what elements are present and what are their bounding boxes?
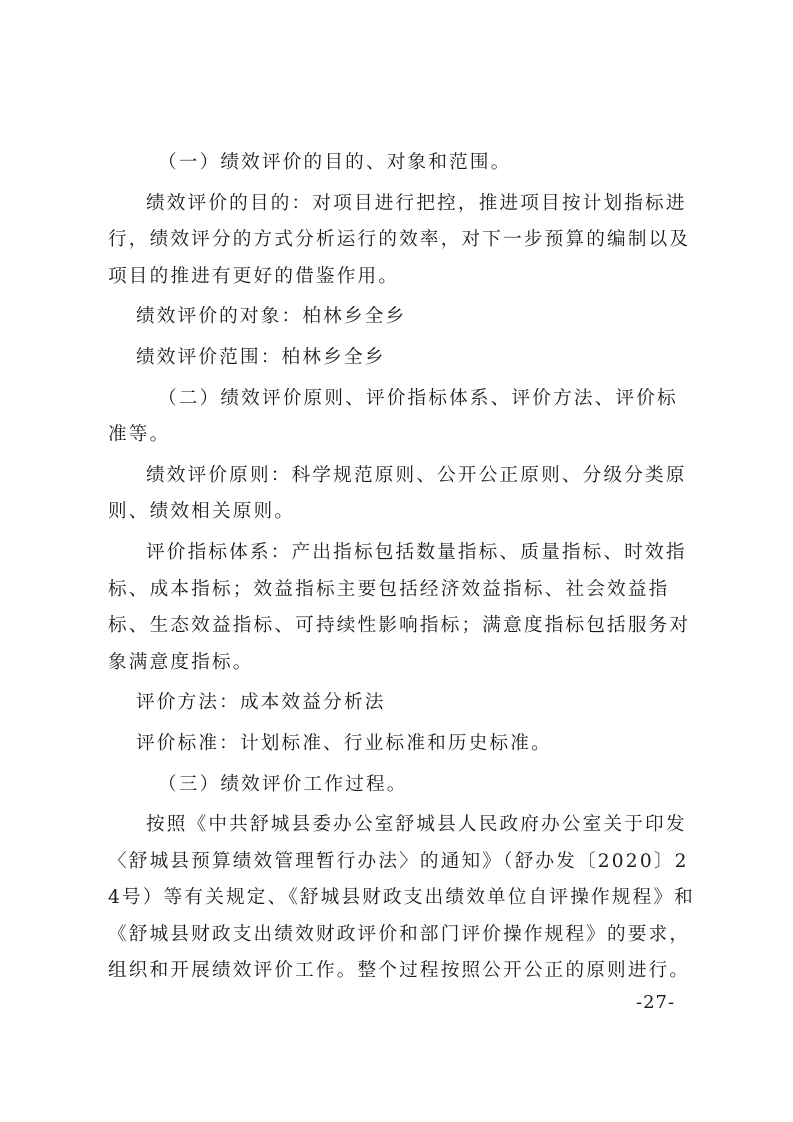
document-body [108, 145, 698, 990]
section-heading-3: （三）绩效评价工作过程。 [158, 773, 408, 795]
paragraph-method: 评价方法：成本效益分析法 [136, 692, 386, 714]
paragraph-object: 绩效评价的对象：柏林乡全乡 [136, 306, 407, 328]
paragraph-scope: 绩效评价范围：柏林乡全乡 [136, 346, 386, 368]
paragraph-principles: 绩效评价原则：科学规范原则、公开公正原则、分级分类原则、绩效相关原则。 [108, 464, 687, 523]
page-number: -27- [636, 992, 676, 1013]
section-heading-2: （二）绩效评价原则、评价指标体系、评价方法、评价标准等。 [108, 387, 678, 446]
paragraph-standard: 评价标准：计划标准、行业标准和历史标准。 [136, 732, 552, 754]
section-heading-1: （一）绩效评价的目的、对象和范围。 [158, 152, 512, 173]
paragraph-purpose: 绩效评价的目的：对项目进行把控，推进项目按计划指标进行，绩效评分的方式分析运行的效率，对下一步预算的编制以及项目的推进有更好的借鉴作用。 [108, 192, 691, 287]
paragraph-indicator-system: 评价指标体系：产出指标包括数量指标、质量指标、时效指标、成本指标；效益指标主要包括经济效益指标、社会效益指标、生态效益指标、可持续性影响指标；满意度指标包括服务对象满意度指标。 [108, 541, 691, 673]
paragraph-process: 按照《中共舒城县委办公室舒城县人民政府办公室关于印发〈舒城县预算绩效管理暂行办法〉的通知》（舒办发〔2020〕24号）等有关规定、《舒城县财政支出绩效单位自评操作规程》和《舒城县财政支出绩效财政评价和部门评价操作规程》的要求，组织和开展绩效评价工作。整个过程按照公开公正的原则进行。 [108, 814, 695, 982]
